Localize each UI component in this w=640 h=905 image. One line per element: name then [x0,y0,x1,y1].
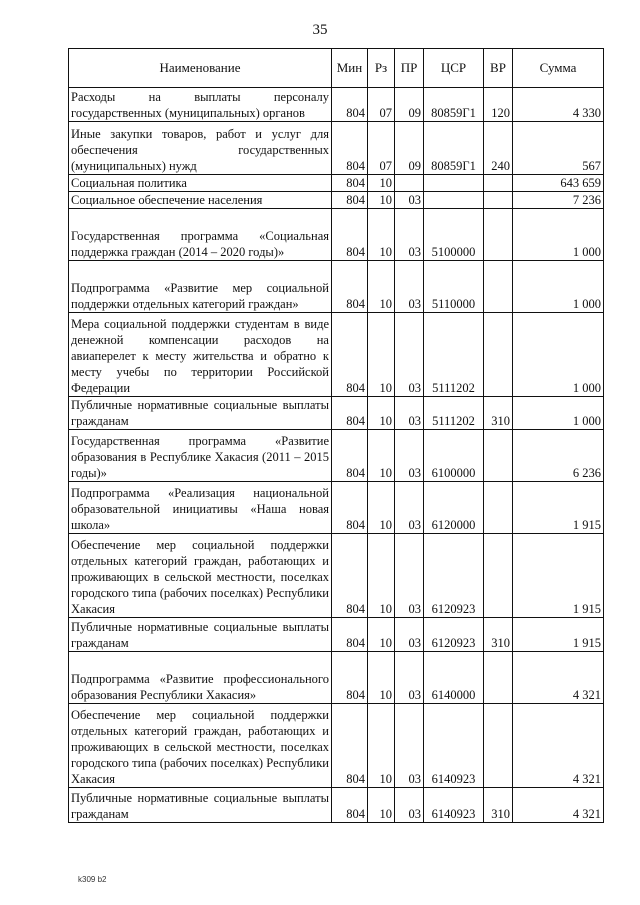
cell-sum: 1 000 [513,261,604,313]
cell-csr: 6120923 [424,534,484,618]
table-header-row [69,49,604,88]
table-row [69,534,604,618]
cell-csr: 6140923 [424,788,484,823]
cell-name: Обеспечение мер социальной поддержки отдельных категорий граждан, работающих и проживающих в сельской местности, поселках городского типа (рабочих поселках) Республики Хакасия [69,534,332,618]
cell-rz: 10 [368,482,395,534]
cell-pr: 03 [395,618,424,652]
cell-csr: 5111202 [424,313,484,397]
cell-min: 804 [332,313,368,397]
cell-sum: 4 321 [513,788,604,823]
cell-name: Подпрограмма «Реализация национальной образовательной инициативы «Наша новая школа» [69,482,332,534]
table-row [69,261,604,313]
cell-min: 804 [332,397,368,430]
cell-pr: 03 [395,192,424,209]
cell-vr [484,534,513,618]
cell-min: 804 [332,192,368,209]
cell-name: Мера социальной поддержки студентам в виде денежной компенсации расходов на авиаперелет к месту жительства и обратно к месту учебы по территории Российской Федерации [69,313,332,397]
cell-csr: 6120923 [424,618,484,652]
cell-min: 804 [332,652,368,704]
cell-rz: 10 [368,704,395,788]
cell-name: Подпрограмма «Развитие мер социальной поддержки отдельных категорий граждан» [69,261,332,313]
cell-csr: 80859Г1 [424,122,484,175]
table-row [69,618,604,652]
cell-name: Государственная программа «Социальная поддержка граждан (2014 – 2020 годы)» [69,209,332,261]
cell-name: Государственная программа «Развитие образования в Республике Хакасия (2011 – 2015 годы)» [69,430,332,482]
cell-pr: 03 [395,652,424,704]
cell-vr [484,652,513,704]
page-number: 35 [312,22,328,38]
cell-min: 804 [332,430,368,482]
cell-sum: 643 659 [513,175,604,192]
cell-vr: 310 [484,618,513,652]
cell-csr [424,192,484,209]
header-pr: ПР [395,49,424,88]
table-body [69,88,604,823]
cell-pr: 03 [395,482,424,534]
cell-pr: 03 [395,430,424,482]
table-row [69,175,604,192]
cell-rz: 10 [368,534,395,618]
cell-name: Публичные нормативные социальные выплаты гражданам [69,618,332,652]
cell-rz: 10 [368,175,395,192]
cell-csr: 6140923 [424,704,484,788]
header-min: Мин [332,49,368,88]
cell-vr [484,175,513,192]
header-sum: Сумма [513,49,604,88]
cell-pr: 03 [395,534,424,618]
budget-table [68,48,604,823]
cell-min: 804 [332,704,368,788]
cell-pr [395,175,424,192]
table-row [69,192,604,209]
cell-sum: 567 [513,122,604,175]
cell-pr: 09 [395,88,424,122]
cell-pr: 03 [395,313,424,397]
header-name: Наименование [69,49,332,88]
cell-sum: 1 915 [513,482,604,534]
cell-rz: 10 [368,652,395,704]
cell-name: Публичные нормативные социальные выплаты гражданам [69,397,332,430]
cell-pr: 03 [395,209,424,261]
table-row [69,788,604,823]
cell-sum: 4 321 [513,704,604,788]
cell-min: 804 [332,482,368,534]
table-row [69,704,604,788]
header-rz: Рз [368,49,395,88]
cell-name: Публичные нормативные социальные выплаты гражданам [69,788,332,823]
cell-pr: 03 [395,261,424,313]
table-row [69,482,604,534]
cell-min: 804 [332,788,368,823]
cell-rz: 07 [368,122,395,175]
cell-name: Социальная политика [69,175,332,192]
cell-sum: 1 915 [513,618,604,652]
cell-sum: 7 236 [513,192,604,209]
cell-pr: 09 [395,122,424,175]
cell-sum: 4 321 [513,652,604,704]
table-row [69,313,604,397]
cell-min: 804 [332,618,368,652]
header-csr: ЦСР [424,49,484,88]
cell-pr: 03 [395,397,424,430]
cell-csr: 6120000 [424,482,484,534]
cell-sum: 1 915 [513,534,604,618]
cell-min: 804 [332,122,368,175]
document-code: k309 b2 [78,875,107,884]
cell-rz: 10 [368,313,395,397]
cell-csr: 5111202 [424,397,484,430]
cell-csr: 5100000 [424,209,484,261]
cell-vr [484,261,513,313]
cell-vr [484,704,513,788]
cell-vr [484,313,513,397]
cell-pr: 03 [395,788,424,823]
cell-rz: 10 [368,788,395,823]
table-row [69,397,604,430]
cell-vr [484,430,513,482]
cell-name: Подпрограмма «Развитие профессионального образования Республики Хакасия» [69,652,332,704]
cell-vr [484,192,513,209]
header-vr: ВР [484,49,513,88]
cell-vr: 310 [484,397,513,430]
cell-vr: 310 [484,788,513,823]
cell-min: 804 [332,209,368,261]
cell-csr: 6100000 [424,430,484,482]
cell-min: 804 [332,88,368,122]
cell-csr [424,175,484,192]
cell-rz: 10 [368,261,395,313]
cell-vr: 240 [484,122,513,175]
table-row [69,652,604,704]
cell-sum: 4 330 [513,88,604,122]
table-row [69,430,604,482]
cell-min: 804 [332,175,368,192]
cell-sum: 1 000 [513,313,604,397]
cell-csr: 6140000 [424,652,484,704]
cell-vr [484,482,513,534]
cell-min: 804 [332,261,368,313]
cell-name: Расходы на выплаты персоналу государственных (муниципальных) органов [69,88,332,122]
cell-rz: 10 [368,397,395,430]
cell-rz: 10 [368,430,395,482]
cell-rz: 10 [368,618,395,652]
cell-pr: 03 [395,704,424,788]
cell-vr [484,209,513,261]
table-row [69,209,604,261]
cell-min: 804 [332,534,368,618]
cell-name: Социальное обеспечение населения [69,192,332,209]
cell-sum: 6 236 [513,430,604,482]
cell-csr: 80859Г1 [424,88,484,122]
cell-name: Обеспечение мер социальной поддержки отдельных категорий граждан, работающих и проживающих в сельской местности, поселках городского типа (рабочих поселках) Республики Хакасия [69,704,332,788]
cell-sum: 1 000 [513,209,604,261]
cell-csr: 5110000 [424,261,484,313]
cell-rz: 10 [368,209,395,261]
cell-vr: 120 [484,88,513,122]
table-row [69,122,604,175]
cell-rz: 07 [368,88,395,122]
cell-sum: 1 000 [513,397,604,430]
cell-rz: 10 [368,192,395,209]
table-row [69,88,604,122]
cell-name: Иные закупки товаров, работ и услуг для обеспечения государственных (муниципальных) нужд [69,122,332,175]
